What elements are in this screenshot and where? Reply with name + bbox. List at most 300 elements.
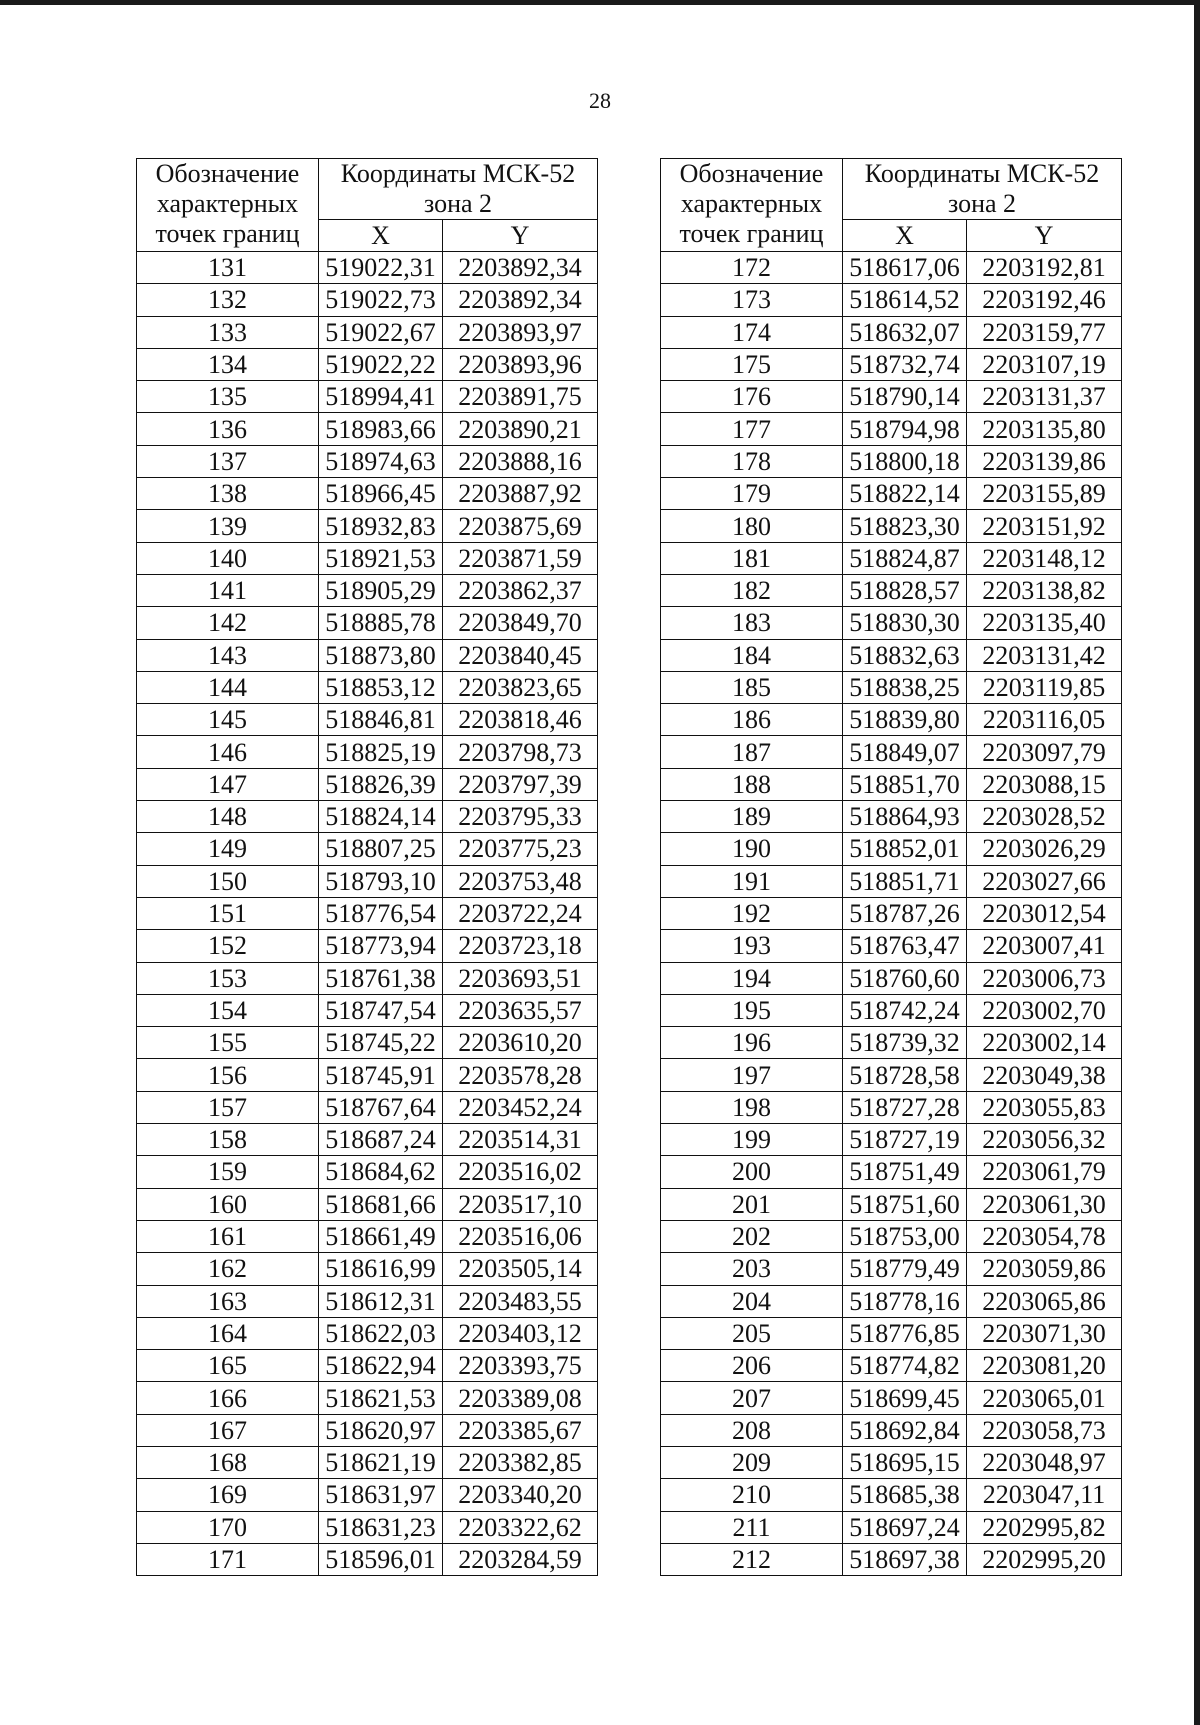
point-number-cell: 196 bbox=[661, 1027, 843, 1059]
y-coordinate-cell: 2203340,20 bbox=[443, 1479, 598, 1511]
y-coordinate-cell: 2203059,86 bbox=[967, 1253, 1122, 1285]
point-number-cell: 162 bbox=[137, 1253, 319, 1285]
x-coordinate-cell: 518846,81 bbox=[319, 704, 443, 736]
x-coordinate-cell: 518994,41 bbox=[319, 381, 443, 413]
point-number-cell: 190 bbox=[661, 833, 843, 865]
point-number-cell: 149 bbox=[137, 833, 319, 865]
x-coordinate-cell: 518778,16 bbox=[843, 1285, 967, 1317]
point-number-cell: 186 bbox=[661, 704, 843, 736]
table-row bbox=[137, 704, 598, 736]
x-coordinate-cell: 518695,15 bbox=[843, 1446, 967, 1478]
point-number-cell: 194 bbox=[661, 962, 843, 994]
point-number-cell: 148 bbox=[137, 801, 319, 833]
y-coordinate-cell: 2203505,14 bbox=[443, 1253, 598, 1285]
table-row bbox=[661, 1059, 1122, 1091]
coordinates-table-right bbox=[660, 158, 1122, 1576]
x-coordinate-cell: 518790,14 bbox=[843, 381, 967, 413]
point-number-cell: 146 bbox=[137, 736, 319, 768]
y-coordinate-cell: 2203890,21 bbox=[443, 413, 598, 445]
header-point-line3: точек границ bbox=[679, 219, 824, 248]
point-number-cell: 185 bbox=[661, 671, 843, 703]
header-point-line3: точек границ bbox=[155, 219, 300, 248]
table-row bbox=[137, 445, 598, 477]
x-coordinate-cell: 518794,98 bbox=[843, 413, 967, 445]
y-coordinate-cell: 2203723,18 bbox=[443, 930, 598, 962]
x-coordinate-cell: 518776,85 bbox=[843, 1317, 967, 1349]
table-row bbox=[137, 994, 598, 1026]
header-point-designation bbox=[137, 159, 319, 252]
table-row bbox=[137, 381, 598, 413]
point-number-cell: 139 bbox=[137, 510, 319, 542]
point-number-cell: 195 bbox=[661, 994, 843, 1026]
y-coordinate-cell: 2203795,33 bbox=[443, 801, 598, 833]
point-number-cell: 182 bbox=[661, 574, 843, 606]
point-number-cell: 156 bbox=[137, 1059, 319, 1091]
table-row bbox=[661, 1317, 1122, 1349]
table-row bbox=[137, 252, 598, 284]
point-number-cell: 178 bbox=[661, 445, 843, 477]
y-coordinate-cell: 2203483,55 bbox=[443, 1285, 598, 1317]
table-row bbox=[661, 1285, 1122, 1317]
point-number-cell: 198 bbox=[661, 1091, 843, 1123]
point-number-cell: 140 bbox=[137, 542, 319, 574]
x-coordinate-cell: 518661,49 bbox=[319, 1220, 443, 1252]
table-row bbox=[137, 1091, 598, 1123]
x-coordinate-cell: 519022,67 bbox=[319, 316, 443, 348]
point-number-cell: 181 bbox=[661, 542, 843, 574]
table-row bbox=[661, 1511, 1122, 1543]
x-coordinate-cell: 518727,19 bbox=[843, 1124, 967, 1156]
point-number-cell: 134 bbox=[137, 348, 319, 380]
table-row bbox=[661, 284, 1122, 316]
y-coordinate-cell: 2203403,12 bbox=[443, 1317, 598, 1349]
table-row bbox=[137, 1059, 598, 1091]
point-number-cell: 171 bbox=[137, 1543, 319, 1575]
point-number-cell: 202 bbox=[661, 1220, 843, 1252]
table-row bbox=[661, 1188, 1122, 1220]
y-coordinate-cell: 2203159,77 bbox=[967, 316, 1122, 348]
table-row bbox=[661, 704, 1122, 736]
y-coordinate-cell: 2203393,75 bbox=[443, 1350, 598, 1382]
y-coordinate-cell: 2203081,20 bbox=[967, 1350, 1122, 1382]
y-coordinate-cell: 2203610,20 bbox=[443, 1027, 598, 1059]
point-number-cell: 152 bbox=[137, 930, 319, 962]
x-coordinate-cell: 518727,28 bbox=[843, 1091, 967, 1123]
y-coordinate-cell: 2203888,16 bbox=[443, 445, 598, 477]
x-coordinate-cell: 518753,00 bbox=[843, 1220, 967, 1252]
table-row bbox=[661, 1414, 1122, 1446]
point-number-cell: 168 bbox=[137, 1446, 319, 1478]
header-point-line2: характерных bbox=[680, 189, 823, 218]
point-number-cell: 209 bbox=[661, 1446, 843, 1478]
table-row bbox=[661, 1479, 1122, 1511]
y-coordinate-cell: 2203849,70 bbox=[443, 607, 598, 639]
y-coordinate-cell: 2203028,52 bbox=[967, 801, 1122, 833]
x-coordinate-cell: 518751,49 bbox=[843, 1156, 967, 1188]
point-number-cell: 197 bbox=[661, 1059, 843, 1091]
table-row bbox=[661, 574, 1122, 606]
x-coordinate-cell: 518793,10 bbox=[319, 865, 443, 897]
table-body-left bbox=[137, 252, 598, 1576]
x-coordinate-cell: 518616,99 bbox=[319, 1253, 443, 1285]
header-point-line2: характерных bbox=[156, 189, 299, 218]
y-coordinate-cell: 2203088,15 bbox=[967, 768, 1122, 800]
x-coordinate-cell: 518787,26 bbox=[843, 897, 967, 929]
y-coordinate-cell: 2203514,31 bbox=[443, 1124, 598, 1156]
y-coordinate-cell: 2203892,34 bbox=[443, 252, 598, 284]
table-row bbox=[137, 1253, 598, 1285]
y-coordinate-cell: 2202995,20 bbox=[967, 1543, 1122, 1575]
y-coordinate-cell: 2203517,10 bbox=[443, 1188, 598, 1220]
table-row bbox=[661, 1156, 1122, 1188]
x-coordinate-cell: 518885,78 bbox=[319, 607, 443, 639]
x-coordinate-cell: 518983,66 bbox=[319, 413, 443, 445]
y-coordinate-cell: 2203027,66 bbox=[967, 865, 1122, 897]
table-row bbox=[137, 316, 598, 348]
header-coordinates bbox=[319, 159, 598, 220]
y-coordinate-cell: 2203061,79 bbox=[967, 1156, 1122, 1188]
y-coordinate-cell: 2203071,30 bbox=[967, 1317, 1122, 1349]
x-coordinate-cell: 518905,29 bbox=[319, 574, 443, 606]
x-coordinate-cell: 519022,31 bbox=[319, 252, 443, 284]
y-coordinate-cell: 2203135,80 bbox=[967, 413, 1122, 445]
page-number: 28 bbox=[589, 88, 611, 113]
point-number-cell: 153 bbox=[137, 962, 319, 994]
point-number-cell: 170 bbox=[137, 1511, 319, 1543]
x-coordinate-cell: 518853,12 bbox=[319, 671, 443, 703]
point-number-cell: 192 bbox=[661, 897, 843, 929]
y-coordinate-cell: 2203135,40 bbox=[967, 607, 1122, 639]
table-row bbox=[661, 252, 1122, 284]
x-coordinate-cell: 518760,60 bbox=[843, 962, 967, 994]
x-coordinate-cell: 518774,82 bbox=[843, 1350, 967, 1382]
table-row bbox=[137, 542, 598, 574]
x-coordinate-cell: 518822,14 bbox=[843, 478, 967, 510]
point-number-cell: 187 bbox=[661, 736, 843, 768]
point-number-cell: 199 bbox=[661, 1124, 843, 1156]
table-row bbox=[137, 510, 598, 542]
table-row bbox=[137, 1220, 598, 1252]
point-number-cell: 173 bbox=[661, 284, 843, 316]
x-coordinate-cell: 518824,14 bbox=[319, 801, 443, 833]
x-coordinate-cell: 518692,84 bbox=[843, 1414, 967, 1446]
y-coordinate-cell: 2203049,38 bbox=[967, 1059, 1122, 1091]
x-coordinate-cell: 518776,54 bbox=[319, 897, 443, 929]
table-row bbox=[661, 1350, 1122, 1382]
y-coordinate-cell: 2203002,70 bbox=[967, 994, 1122, 1026]
y-coordinate-cell: 2203516,06 bbox=[443, 1220, 598, 1252]
y-coordinate-cell: 2203382,85 bbox=[443, 1446, 598, 1478]
y-coordinate-cell: 2203452,24 bbox=[443, 1091, 598, 1123]
x-coordinate-cell: 518751,60 bbox=[843, 1188, 967, 1220]
y-coordinate-cell: 2202995,82 bbox=[967, 1511, 1122, 1543]
y-coordinate-cell: 2203722,24 bbox=[443, 897, 598, 929]
x-coordinate-cell: 518826,39 bbox=[319, 768, 443, 800]
table-row bbox=[137, 1285, 598, 1317]
point-number-cell: 159 bbox=[137, 1156, 319, 1188]
table-row bbox=[661, 1382, 1122, 1414]
table-row bbox=[661, 994, 1122, 1026]
y-coordinate-cell: 2203775,23 bbox=[443, 833, 598, 865]
scan-edge-top bbox=[0, 0, 1200, 5]
point-number-cell: 154 bbox=[137, 994, 319, 1026]
y-coordinate-cell: 2203875,69 bbox=[443, 510, 598, 542]
x-coordinate-cell: 518681,66 bbox=[319, 1188, 443, 1220]
x-coordinate-cell: 518687,24 bbox=[319, 1124, 443, 1156]
table-row bbox=[137, 1543, 598, 1575]
table-row bbox=[661, 510, 1122, 542]
x-coordinate-cell: 518732,74 bbox=[843, 348, 967, 380]
y-coordinate-cell: 2203516,02 bbox=[443, 1156, 598, 1188]
x-coordinate-cell: 518832,63 bbox=[843, 639, 967, 671]
point-number-cell: 180 bbox=[661, 510, 843, 542]
table-row bbox=[661, 1124, 1122, 1156]
table-row bbox=[137, 1156, 598, 1188]
y-coordinate-cell: 2203818,46 bbox=[443, 704, 598, 736]
header-coords-line2: зона 2 bbox=[423, 189, 493, 218]
x-coordinate-cell: 518697,38 bbox=[843, 1543, 967, 1575]
x-coordinate-cell: 518631,97 bbox=[319, 1479, 443, 1511]
point-number-cell: 164 bbox=[137, 1317, 319, 1349]
point-number-cell: 201 bbox=[661, 1188, 843, 1220]
point-number-cell: 184 bbox=[661, 639, 843, 671]
table-row bbox=[137, 897, 598, 929]
y-coordinate-cell: 2203119,85 bbox=[967, 671, 1122, 703]
point-number-cell: 188 bbox=[661, 768, 843, 800]
y-coordinate-cell: 2203893,97 bbox=[443, 316, 598, 348]
x-coordinate-cell: 518621,53 bbox=[319, 1382, 443, 1414]
y-coordinate-cell: 2203047,11 bbox=[967, 1479, 1122, 1511]
point-number-cell: 169 bbox=[137, 1479, 319, 1511]
point-number-cell: 206 bbox=[661, 1350, 843, 1382]
header-point-designation bbox=[661, 159, 843, 252]
point-number-cell: 151 bbox=[137, 897, 319, 929]
table-body-right bbox=[661, 252, 1122, 1576]
y-coordinate-cell: 2203693,51 bbox=[443, 962, 598, 994]
table-row bbox=[661, 1091, 1122, 1123]
header-point-line1: Обозначение bbox=[679, 159, 824, 188]
y-coordinate-cell: 2203385,67 bbox=[443, 1414, 598, 1446]
point-number-cell: 136 bbox=[137, 413, 319, 445]
table-row bbox=[661, 671, 1122, 703]
table-row bbox=[661, 865, 1122, 897]
point-number-cell: 143 bbox=[137, 639, 319, 671]
table-row bbox=[137, 478, 598, 510]
table-row bbox=[137, 833, 598, 865]
x-coordinate-cell: 518622,94 bbox=[319, 1350, 443, 1382]
y-coordinate-cell: 2203322,62 bbox=[443, 1511, 598, 1543]
point-number-cell: 167 bbox=[137, 1414, 319, 1446]
y-coordinate-cell: 2203891,75 bbox=[443, 381, 598, 413]
table-row bbox=[661, 316, 1122, 348]
x-coordinate-cell: 518921,53 bbox=[319, 542, 443, 574]
y-coordinate-cell: 2203061,30 bbox=[967, 1188, 1122, 1220]
y-coordinate-cell: 2203893,96 bbox=[443, 348, 598, 380]
point-number-cell: 137 bbox=[137, 445, 319, 477]
x-coordinate-cell: 518838,25 bbox=[843, 671, 967, 703]
table-row bbox=[137, 801, 598, 833]
x-coordinate-cell: 518807,25 bbox=[319, 833, 443, 865]
table-row bbox=[661, 930, 1122, 962]
x-coordinate-cell: 518745,91 bbox=[319, 1059, 443, 1091]
y-coordinate-cell: 2203389,08 bbox=[443, 1382, 598, 1414]
x-coordinate-cell: 518823,30 bbox=[843, 510, 967, 542]
table-row bbox=[137, 348, 598, 380]
y-coordinate-cell: 2203151,92 bbox=[967, 510, 1122, 542]
table-row bbox=[661, 348, 1122, 380]
table-row bbox=[661, 1027, 1122, 1059]
coordinates-table-left bbox=[136, 158, 598, 1576]
x-coordinate-cell: 518779,49 bbox=[843, 1253, 967, 1285]
table-row bbox=[137, 1350, 598, 1382]
x-coordinate-cell: 518763,47 bbox=[843, 930, 967, 962]
table-row bbox=[661, 445, 1122, 477]
header-coords-line1: Координаты МСК-52 bbox=[864, 159, 1100, 188]
y-coordinate-cell: 2203155,89 bbox=[967, 478, 1122, 510]
point-number-cell: 158 bbox=[137, 1124, 319, 1156]
y-coordinate-cell: 2203107,19 bbox=[967, 348, 1122, 380]
point-number-cell: 175 bbox=[661, 348, 843, 380]
point-number-cell: 133 bbox=[137, 316, 319, 348]
y-coordinate-cell: 2203065,86 bbox=[967, 1285, 1122, 1317]
y-coordinate-cell: 2203055,83 bbox=[967, 1091, 1122, 1123]
table-row bbox=[661, 413, 1122, 445]
y-coordinate-cell: 2203006,73 bbox=[967, 962, 1122, 994]
table-row bbox=[137, 1511, 598, 1543]
x-coordinate-cell: 518824,87 bbox=[843, 542, 967, 574]
header-y: Y bbox=[443, 220, 598, 252]
table-row bbox=[661, 1446, 1122, 1478]
y-coordinate-cell: 2203635,57 bbox=[443, 994, 598, 1026]
x-coordinate-cell: 518830,30 bbox=[843, 607, 967, 639]
y-coordinate-cell: 2203862,37 bbox=[443, 574, 598, 606]
x-coordinate-cell: 518684,62 bbox=[319, 1156, 443, 1188]
table-row bbox=[137, 413, 598, 445]
point-number-cell: 193 bbox=[661, 930, 843, 962]
table-row bbox=[137, 639, 598, 671]
x-coordinate-cell: 518612,31 bbox=[319, 1285, 443, 1317]
table-row bbox=[137, 284, 598, 316]
table-row bbox=[661, 768, 1122, 800]
point-number-cell: 172 bbox=[661, 252, 843, 284]
point-number-cell: 211 bbox=[661, 1511, 843, 1543]
y-coordinate-cell: 2203840,45 bbox=[443, 639, 598, 671]
point-number-cell: 208 bbox=[661, 1414, 843, 1446]
y-coordinate-cell: 2203054,78 bbox=[967, 1220, 1122, 1252]
x-coordinate-cell: 518614,52 bbox=[843, 284, 967, 316]
point-number-cell: 147 bbox=[137, 768, 319, 800]
table-row bbox=[661, 833, 1122, 865]
header-coords-line1: Координаты МСК-52 bbox=[340, 159, 576, 188]
point-number-cell: 141 bbox=[137, 574, 319, 606]
x-coordinate-cell: 518851,70 bbox=[843, 768, 967, 800]
table-row bbox=[661, 1543, 1122, 1575]
point-number-cell: 161 bbox=[137, 1220, 319, 1252]
header-x: X bbox=[319, 220, 443, 252]
y-coordinate-cell: 2203753,48 bbox=[443, 865, 598, 897]
point-number-cell: 145 bbox=[137, 704, 319, 736]
table-row bbox=[137, 1414, 598, 1446]
table-row bbox=[137, 1188, 598, 1220]
y-coordinate-cell: 2203026,29 bbox=[967, 833, 1122, 865]
y-coordinate-cell: 2203097,79 bbox=[967, 736, 1122, 768]
scan-edge-right bbox=[1194, 0, 1200, 1725]
y-coordinate-cell: 2203192,81 bbox=[967, 252, 1122, 284]
y-coordinate-cell: 2203892,34 bbox=[443, 284, 598, 316]
point-number-cell: 183 bbox=[661, 607, 843, 639]
y-coordinate-cell: 2203007,41 bbox=[967, 930, 1122, 962]
x-coordinate-cell: 518621,19 bbox=[319, 1446, 443, 1478]
y-coordinate-cell: 2203139,86 bbox=[967, 445, 1122, 477]
table-row bbox=[137, 671, 598, 703]
table-row bbox=[137, 962, 598, 994]
table-row bbox=[661, 962, 1122, 994]
x-coordinate-cell: 518851,71 bbox=[843, 865, 967, 897]
y-coordinate-cell: 2203138,82 bbox=[967, 574, 1122, 606]
x-coordinate-cell: 518728,58 bbox=[843, 1059, 967, 1091]
x-coordinate-cell: 518747,54 bbox=[319, 994, 443, 1026]
x-coordinate-cell: 518622,03 bbox=[319, 1317, 443, 1349]
x-coordinate-cell: 518745,22 bbox=[319, 1027, 443, 1059]
point-number-cell: 176 bbox=[661, 381, 843, 413]
point-number-cell: 177 bbox=[661, 413, 843, 445]
table-row bbox=[137, 1446, 598, 1478]
y-coordinate-cell: 2203065,01 bbox=[967, 1382, 1122, 1414]
point-number-cell: 204 bbox=[661, 1285, 843, 1317]
x-coordinate-cell: 518966,45 bbox=[319, 478, 443, 510]
x-coordinate-cell: 518773,94 bbox=[319, 930, 443, 962]
table-row bbox=[661, 1220, 1122, 1252]
x-coordinate-cell: 518849,07 bbox=[843, 736, 967, 768]
header-y: Y bbox=[967, 220, 1122, 252]
x-coordinate-cell: 519022,22 bbox=[319, 348, 443, 380]
x-coordinate-cell: 518742,24 bbox=[843, 994, 967, 1026]
point-number-cell: 205 bbox=[661, 1317, 843, 1349]
point-number-cell: 165 bbox=[137, 1350, 319, 1382]
x-coordinate-cell: 518825,19 bbox=[319, 736, 443, 768]
header-coords-line2: зона 2 bbox=[947, 189, 1017, 218]
point-number-cell: 207 bbox=[661, 1382, 843, 1414]
table-row bbox=[137, 1479, 598, 1511]
y-coordinate-cell: 2203048,97 bbox=[967, 1446, 1122, 1478]
x-coordinate-cell: 518932,83 bbox=[319, 510, 443, 542]
y-coordinate-cell: 2203192,46 bbox=[967, 284, 1122, 316]
x-coordinate-cell: 518873,80 bbox=[319, 639, 443, 671]
table-row bbox=[661, 607, 1122, 639]
point-number-cell: 157 bbox=[137, 1091, 319, 1123]
point-number-cell: 189 bbox=[661, 801, 843, 833]
table-row bbox=[661, 897, 1122, 929]
table-row bbox=[661, 1253, 1122, 1285]
point-number-cell: 210 bbox=[661, 1479, 843, 1511]
point-number-cell: 179 bbox=[661, 478, 843, 510]
x-coordinate-cell: 518828,57 bbox=[843, 574, 967, 606]
y-coordinate-cell: 2203148,12 bbox=[967, 542, 1122, 574]
point-number-cell: 200 bbox=[661, 1156, 843, 1188]
table-row bbox=[137, 1382, 598, 1414]
table-row bbox=[661, 801, 1122, 833]
table-row bbox=[137, 1027, 598, 1059]
y-coordinate-cell: 2203131,42 bbox=[967, 639, 1122, 671]
table-row bbox=[137, 1317, 598, 1349]
x-coordinate-cell: 518761,38 bbox=[319, 962, 443, 994]
point-number-cell: 155 bbox=[137, 1027, 319, 1059]
table-row bbox=[137, 1124, 598, 1156]
point-number-cell: 203 bbox=[661, 1253, 843, 1285]
point-number-cell: 144 bbox=[137, 671, 319, 703]
table-row bbox=[137, 768, 598, 800]
table-row bbox=[661, 736, 1122, 768]
